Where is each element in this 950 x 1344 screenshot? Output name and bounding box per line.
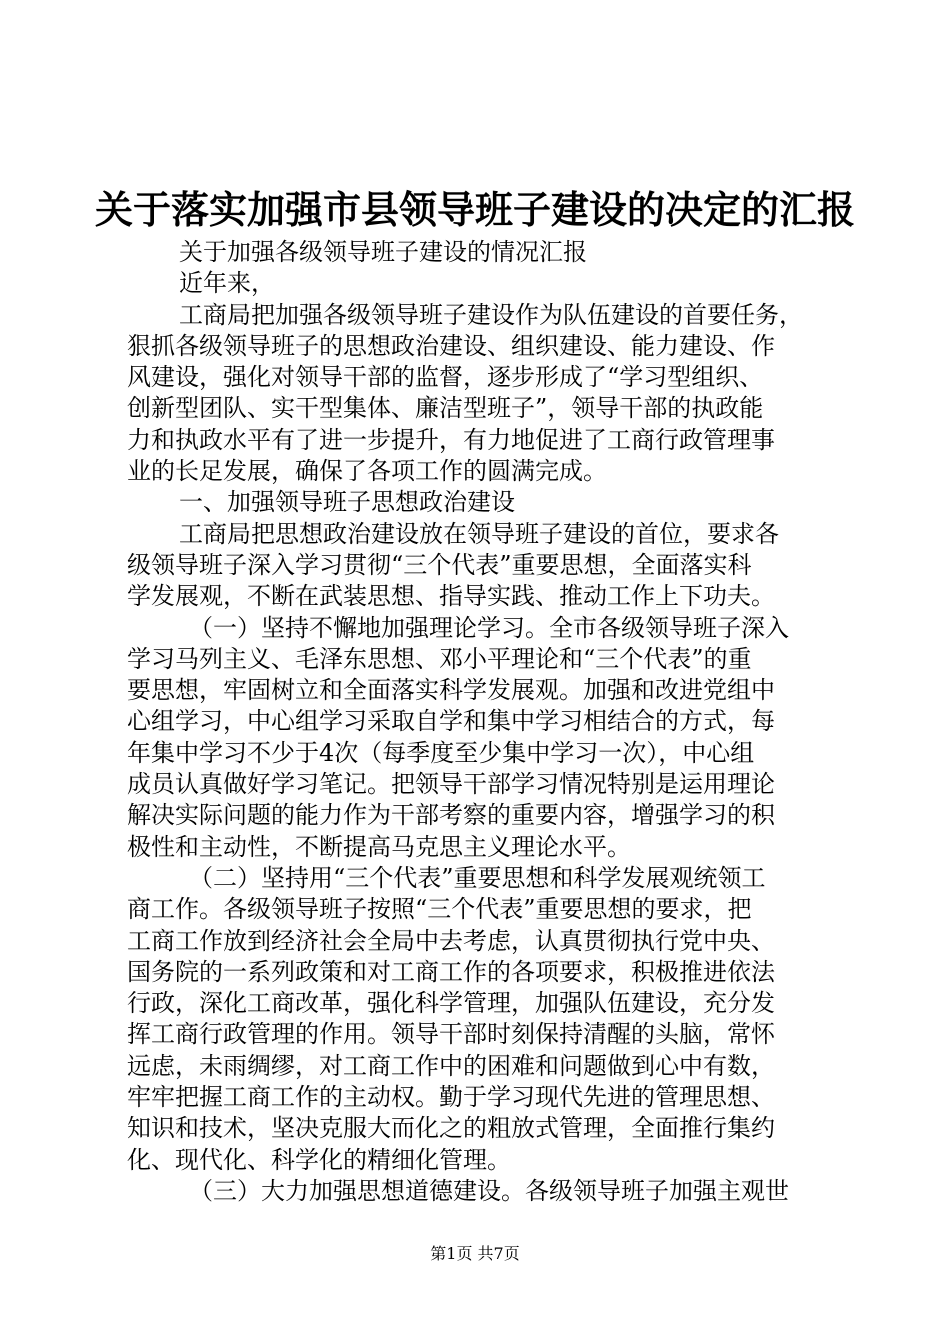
paragraph-line: （一）坚持不懈地加强理论学习。全市各级领导班子深入 bbox=[189, 613, 789, 642]
paragraph-line: 解决实际问题的能力作为干部考察的重要内容，增强学习的积 bbox=[127, 801, 775, 830]
paragraph-line: 化、现代化、科学化的精细化管理。 bbox=[127, 1145, 511, 1174]
paragraph-line: 极性和主动性，不断提高马克思主义理论水平。 bbox=[127, 832, 631, 861]
paragraph-line: 业的长足发展，确保了各项工作的圆满完成。 bbox=[127, 457, 607, 486]
paragraph-line: 风建设，强化对领导干部的监督，逐步形成了“学习型组织、 bbox=[127, 363, 764, 392]
paragraph-line: （二）坚持用“三个代表”重要思想和科学发展观统领工 bbox=[189, 863, 766, 892]
paragraph-line: 学习马列主义、毛泽东思想、邓小平理论和“三个代表”的重 bbox=[127, 644, 752, 673]
paragraph-line: 力和执政水平有了进一步提升，有力地促进了工商行政管理事 bbox=[127, 425, 775, 454]
paragraph-line: 级领导班子深入学习贯彻“三个代表”重要思想，全面落实科 bbox=[127, 550, 752, 579]
paragraph-line: 狠抓各级领导班子的思想政治建设、组织建设、能力建设、作 bbox=[127, 331, 775, 360]
paragraph-line: 年集中学习不少于4次（每季度至少集中学习一次），中心组 bbox=[127, 738, 755, 767]
paragraph-line: 商工作。各级领导班子按照“三个代表”重要思想的要求，把 bbox=[127, 895, 752, 924]
page-number: 第1页 共7页 bbox=[430, 1244, 520, 1263]
document-title: 关于落实加强市县领导班子建设的决定的汇报 bbox=[94, 187, 855, 232]
paragraph-line: 创新型团队、实干型集体、廉洁型班子”，领导干部的执政能 bbox=[127, 394, 764, 423]
paragraph-line: 工商局把思想政治建设放在领导班子建设的首位，要求各 bbox=[179, 519, 779, 548]
paragraph-line: 国务院的一系列政策和对工商工作的各项要求，积极推进依法 bbox=[127, 957, 775, 986]
paragraph-line: 成员认真做好学习笔记。把领导干部学习情况特别是运用理论 bbox=[127, 770, 775, 799]
document-body bbox=[127, 237, 847, 1207]
paragraph-line: 挥工商行政管理的作用。领导干部时刻保持清醒的头脑，常怀 bbox=[127, 1020, 775, 1049]
paragraph-line: 要思想，牢固树立和全面落实科学发展观。加强和改进党组中 bbox=[127, 676, 775, 705]
paragraph-line: 行政，深化工商改革，强化科学管理，加强队伍建设，充分发 bbox=[127, 989, 775, 1018]
paragraph-line: 远虑，未雨绸缪，对工商工作中的困难和问题做到心中有数， bbox=[127, 1051, 775, 1080]
paragraph-line: 学发展观，不断在武装思想、指导实践、推动工作上下功夫。 bbox=[127, 582, 775, 611]
paragraph-line: （三）大力加强思想道德建设。各级领导班子加强主观世 bbox=[189, 1176, 789, 1205]
paragraph-line: 知识和技术，坚决克服大而化之的粗放式管理，全面推行集约 bbox=[127, 1114, 775, 1143]
paragraph-line: 牢牢把握工商工作的主动权。勤于学习现代先进的管理思想、 bbox=[127, 1083, 775, 1112]
paragraph-line: 工商局把加强各级领导班子建设作为队伍建设的首要任务， bbox=[179, 300, 803, 329]
subtitle-line: 关于加强各级领导班子建设的情况汇报 bbox=[179, 238, 587, 266]
paragraph-line: 心组学习，中心组学习采取自学和集中学习相结合的方式，每 bbox=[127, 707, 775, 736]
section-heading: 一、加强领导班子思想政治建设 bbox=[179, 488, 515, 517]
paragraph-line: 近年来， bbox=[179, 269, 275, 298]
paragraph-line: 工商工作放到经济社会全局中去考虑，认真贯彻执行党中央、 bbox=[127, 926, 775, 955]
